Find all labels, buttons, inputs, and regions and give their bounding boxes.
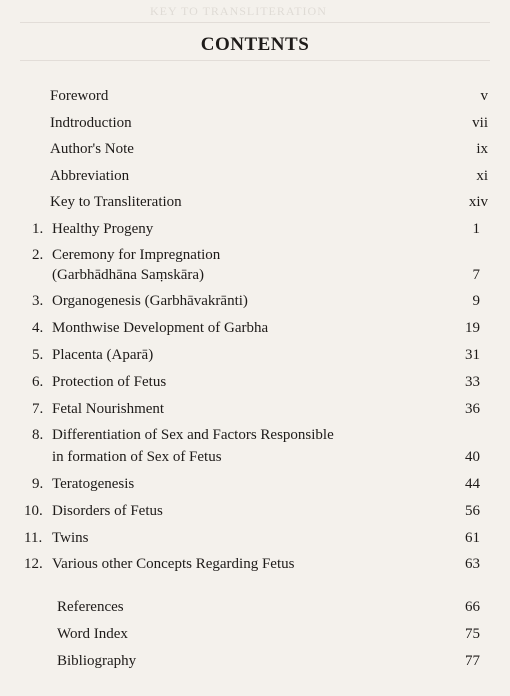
toc-page-number: 19 (465, 320, 480, 336)
toc-page-number: 40 (465, 449, 480, 465)
toc-page-number: 33 (465, 374, 480, 390)
chapter-title: Teratogenesis (52, 476, 135, 492)
chapter-title: Healthy Progeny (52, 221, 154, 237)
toc-page-number: ix (476, 141, 488, 157)
chapter-title-continued: (Garbhādhāna Saṃskāra) (52, 267, 205, 283)
toc-page-number: 9 (472, 293, 480, 309)
chapter-number: 3. (32, 293, 44, 309)
chapter-title: Ceremony for Impregnation (52, 247, 221, 263)
toc-page-number: 7 (472, 267, 480, 283)
chapter-number: 6. (32, 374, 44, 390)
chapter-number: 1. (32, 221, 44, 237)
toc-entry-label: Abbreviation (50, 168, 130, 184)
toc-entry-label: Indtroduction (50, 115, 132, 131)
chapter-title: Placenta (Aparā) (52, 347, 154, 363)
chapter-title: Various other Concepts Regarding Fetus (52, 556, 295, 572)
chapter-title: Monthwise Development of Garbha (52, 320, 269, 336)
toc-page-number: 56 (465, 503, 480, 519)
toc-entry-label: Author's Note (50, 141, 134, 157)
toc-page-number: 31 (465, 347, 480, 363)
toc-page-number: v (480, 88, 488, 104)
chapter-number: 12. (24, 556, 43, 572)
toc-entry-label: Word Index (57, 626, 128, 642)
chapter-number: 8. (32, 427, 44, 443)
bleed-through-heading: KEY TO TRANSLITERATION (150, 4, 327, 18)
toc-page-number: 75 (465, 626, 480, 642)
bleed-through-rule (20, 60, 490, 61)
toc-entry-label: Foreword (50, 88, 109, 104)
page-title: CONTENTS (200, 34, 310, 55)
toc-page-number: 61 (465, 530, 480, 546)
toc-entry-label: Key to Transliteration (50, 194, 182, 210)
chapter-number: 7. (32, 401, 44, 417)
toc-page-number: vii (472, 115, 488, 131)
chapter-number: 9. (32, 476, 44, 492)
bleed-through-rule (20, 22, 490, 23)
chapter-number: 10. (24, 503, 43, 519)
chapter-title: Organogenesis (Garbhāvakrānti) (52, 293, 248, 309)
toc-page-number: xi (476, 168, 488, 184)
chapter-title: Fetal Nourishment (52, 401, 165, 417)
toc-page-number: 44 (465, 476, 480, 492)
toc-entry-label: Bibliography (57, 653, 137, 669)
toc-entry-label: References (57, 599, 124, 615)
toc-page-number: 66 (465, 599, 480, 615)
toc-page-number: 63 (465, 556, 480, 572)
chapter-title: Differentiation of Sex and Factors Responsible (52, 427, 334, 443)
chapter-title: Disorders of Fetus (52, 503, 163, 519)
chapter-number: 5. (32, 347, 44, 363)
chapter-title-continued: in formation of Sex of Fetus (52, 449, 222, 465)
chapter-title: Protection of Fetus (52, 374, 167, 390)
chapter-title: Twins (52, 530, 89, 546)
toc-page-number: 77 (465, 653, 480, 669)
toc-page-number: 1 (472, 221, 480, 237)
chapter-number: 2. (32, 247, 44, 263)
toc-page-number: xiv (468, 194, 488, 210)
chapter-number: 4. (32, 320, 44, 336)
toc-page-number: 36 (465, 401, 480, 417)
chapter-number: 11. (24, 530, 43, 546)
